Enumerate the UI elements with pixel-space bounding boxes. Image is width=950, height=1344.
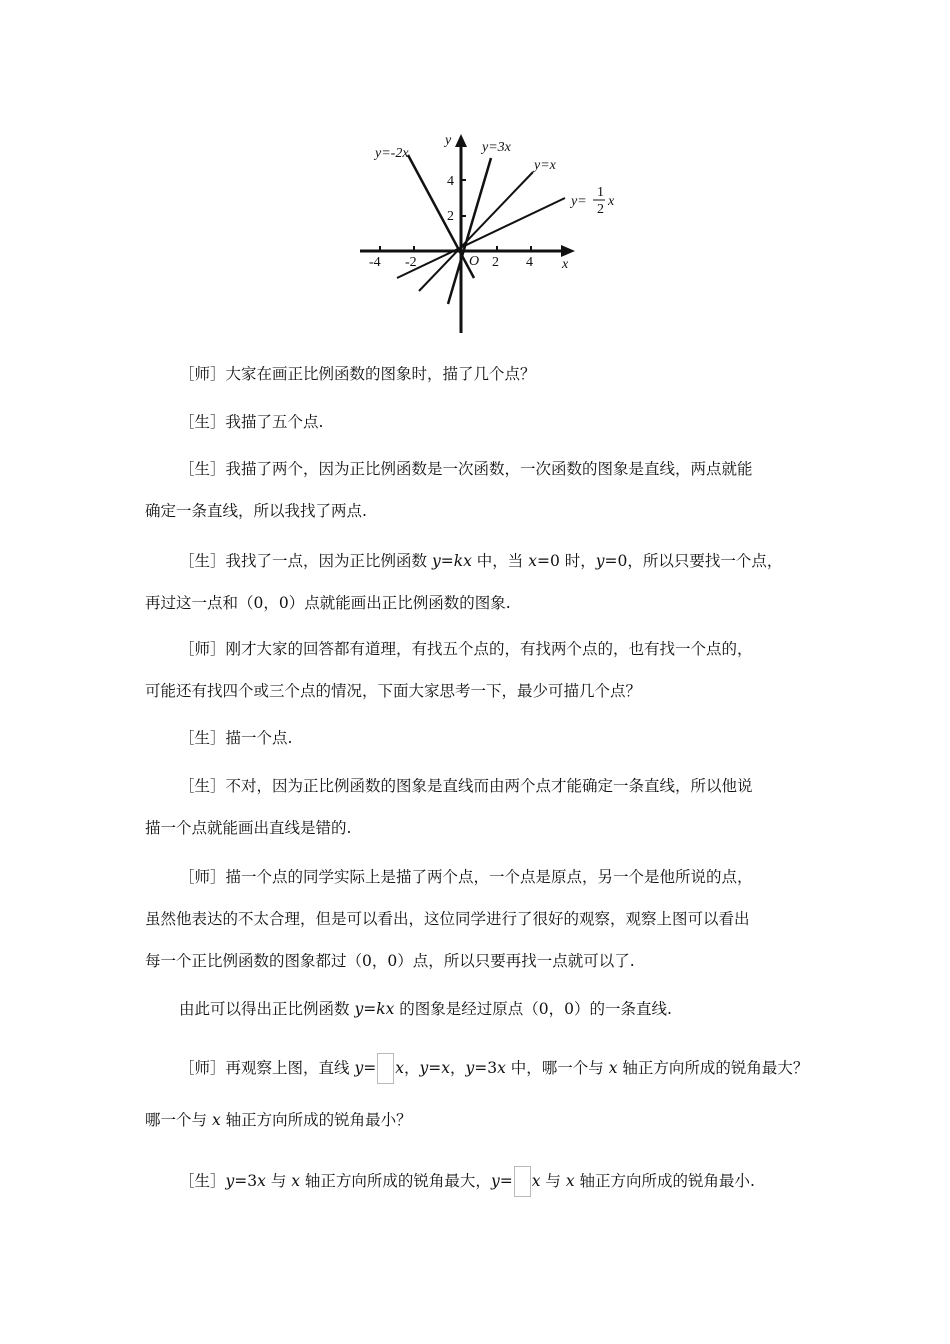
- math-op: =3: [474, 1059, 498, 1077]
- paragraph-text: ［师］大家在画正比例函数的图象时，描了几个点？: [179, 365, 536, 383]
- line-y-3x: [448, 158, 491, 304]
- paragraph-student-two-points: [145, 448, 815, 532]
- origin-label: O: [469, 254, 480, 269]
- label-y-x: y=x: [534, 158, 556, 173]
- math-op: =: [363, 1059, 377, 1077]
- math-var: y: [490, 1172, 500, 1190]
- math-var: y: [354, 1000, 364, 1018]
- paragraph-line: 确定一条直线，所以我找了两点.: [145, 502, 367, 520]
- text-run: 中，哪一个与: [505, 1059, 609, 1077]
- paragraph-teacher-reasonable: [145, 628, 815, 712]
- x-tick-label: 4: [526, 255, 533, 270]
- paragraph-line: [145, 1047, 815, 1089]
- paragraph-line: 可能还有找四个或三个点的情况，下面大家思考一下，最少可描几个点？: [145, 682, 642, 700]
- label-y-3x: y=3x: [482, 140, 511, 155]
- paragraph-teacher-question-points: [145, 353, 849, 395]
- text-run: 的图象是经过原点（0，0）的一条直线.: [394, 1000, 672, 1018]
- text-run: 与: [265, 1172, 292, 1190]
- math-var: x: [531, 1172, 541, 1190]
- math-var: x: [497, 1059, 506, 1077]
- math-var: kx: [453, 552, 472, 570]
- math-op: =: [428, 1059, 442, 1077]
- paragraph-line: ［生］不对，因为正比例函数的图象是直线而由两个点才能确定一条直线，所以他说: [179, 777, 753, 795]
- paragraph-text: ［生］描一个点.: [179, 729, 293, 747]
- text-run: =0，所以只要找一个点，: [604, 552, 783, 570]
- line-y-half-x: [397, 198, 565, 278]
- text-run: ［师］再观察上图，直线: [179, 1059, 355, 1077]
- math-var: y: [354, 1059, 364, 1077]
- label-half-numerator: 1: [597, 185, 604, 200]
- broken-image-glyph: [379, 1055, 392, 1067]
- paragraph-line: 描一个点就能画出直线是错的.: [145, 819, 352, 837]
- paragraph-line: [145, 1099, 815, 1141]
- math-var: x: [528, 552, 537, 570]
- paragraph-line: 虽然他表达的不太合理，但是可以看出，这位同学进行了很好的观察，观察上图可以看出: [145, 910, 750, 928]
- math-var: x: [441, 1059, 450, 1077]
- paragraph-student-answer-angles: [145, 1160, 849, 1202]
- function-graph-figure: [355, 128, 625, 338]
- paragraph-student-one-point: [145, 540, 815, 624]
- text-run: ，: [449, 1059, 466, 1077]
- text-run: ，: [403, 1059, 420, 1077]
- text-run: 轴正方向所成的锐角最小？: [220, 1111, 412, 1129]
- paragraph-student-draw-one: [145, 717, 849, 759]
- math-op: =: [499, 1172, 513, 1190]
- label-y-neg2x: y=-2x: [375, 146, 409, 161]
- math-var: x: [257, 1172, 266, 1190]
- label-y-half-x-suffix: x: [608, 194, 615, 209]
- math-var: x: [565, 1172, 575, 1190]
- text-run: 轴正方向所成的锐角最大，: [300, 1172, 491, 1190]
- math-var: y: [225, 1172, 235, 1190]
- text-run: 与: [540, 1172, 566, 1190]
- text-run: 轴正方向所成的锐角最大？: [617, 1059, 809, 1077]
- paragraph-teacher-explain: [145, 856, 815, 982]
- line-y-x: [419, 172, 533, 291]
- math-var: y: [419, 1059, 429, 1077]
- label-half-denominator: 2: [597, 202, 604, 217]
- y-tick-label: 4: [447, 174, 454, 189]
- math-var: kx: [376, 1000, 395, 1018]
- paragraph-conclusion: [145, 988, 849, 1030]
- x-tick-label: 2: [492, 255, 499, 270]
- paragraph-line: ［生］我描了两个，因为正比例函数是一次函数，一次函数的图象是直线，两点就能: [179, 460, 753, 478]
- paragraph-line: 再过这一点和（0，0）点就能画出正比例函数的图象.: [145, 594, 511, 612]
- broken-image-icon: [514, 1166, 531, 1197]
- label-y-half-x-prefix: y=: [571, 194, 587, 209]
- text-run: 由此可以得出正比例函数: [179, 1000, 355, 1018]
- math-var: y: [431, 552, 441, 570]
- text-run: ［生］: [179, 1172, 226, 1190]
- paragraph-student-wrong: [145, 765, 815, 849]
- paragraph-line: [145, 540, 815, 582]
- x-tick-label: -2: [405, 255, 417, 270]
- math-var: x: [211, 1111, 221, 1129]
- math-var: y: [595, 552, 605, 570]
- broken-image-glyph: [516, 1168, 529, 1180]
- math-var: x: [608, 1059, 618, 1077]
- text-run: 哪一个与: [145, 1111, 212, 1129]
- x-tick-label: -4: [369, 255, 381, 270]
- x-axis-arrow: [561, 245, 575, 257]
- y-axis-label: y: [445, 133, 452, 148]
- text-run: =0 时，: [536, 552, 596, 570]
- x-axis-label: x: [562, 257, 569, 272]
- paragraph-line: ［师］刚才大家的回答都有道理，有找五个点的，有找两个点的，也有找一个点的，: [179, 640, 753, 658]
- text-run: 轴正方向所成的锐角最小.: [574, 1172, 755, 1190]
- paragraph-text: ［生］我描了五个点.: [179, 413, 324, 431]
- y-axis-arrow: [455, 134, 467, 147]
- math-op: =3: [234, 1172, 258, 1190]
- math-var: y: [465, 1059, 475, 1077]
- paragraph-teacher-observe: [145, 1047, 815, 1141]
- y-tick-label: 2: [447, 209, 454, 224]
- function-graph-svg: [355, 128, 625, 338]
- text-run: ［生］我找了一点，因为正比例函数: [179, 552, 432, 570]
- paragraph-line: ［师］描一个点的同学实际上是描了两个点，一个点是原点，另一个是他所说的点，: [179, 868, 753, 886]
- broken-image-icon: [377, 1053, 394, 1084]
- paragraph-line: 每一个正比例函数的图象都过（0，0）点，所以只要再找一点就可以了.: [145, 952, 635, 970]
- math-var: x: [291, 1172, 300, 1190]
- text-run: 中，当: [471, 552, 529, 570]
- math-var: x: [395, 1059, 404, 1077]
- math-op: =: [363, 1000, 377, 1018]
- paragraph-student-five-points: [145, 401, 849, 443]
- math-op: =: [440, 552, 454, 570]
